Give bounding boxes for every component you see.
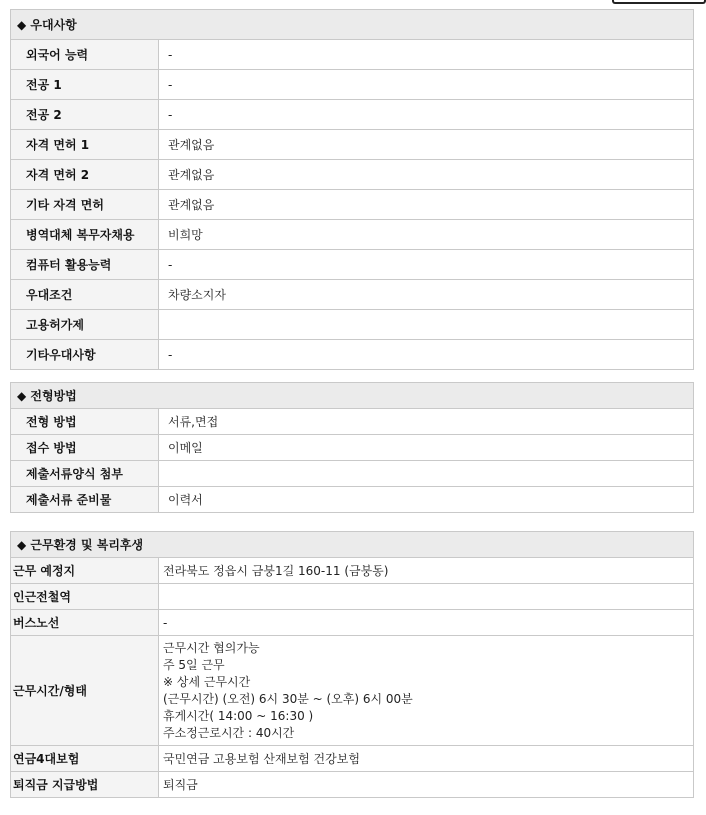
table-row — [11, 435, 694, 461]
row-label: 접수 방법 — [11, 435, 159, 461]
table-row — [11, 340, 694, 370]
benefits-header: ◆ 우대사항 — [11, 10, 694, 40]
row-value: - — [159, 40, 694, 70]
row-value — [159, 461, 694, 487]
table-row — [11, 70, 694, 100]
insurance-label: 연금4대보험 — [11, 746, 159, 772]
location-label: 근무 예정지 — [11, 558, 159, 584]
insurance-value: 국민연금 고용보험 산재보험 건강보험 — [159, 746, 694, 772]
bus-value: - — [159, 610, 694, 636]
row-value: - — [159, 100, 694, 130]
row-value: 관계없음 — [159, 130, 694, 160]
row-value: 서류,면접 — [159, 409, 694, 435]
row-label: 기타 자격 면허 — [11, 190, 159, 220]
hours-line: (근무시간) (오전) 6시 30분 ~ (오후) 6시 00분 — [163, 691, 413, 706]
table-row — [11, 772, 694, 798]
table-row — [11, 220, 694, 250]
table-row — [11, 310, 694, 340]
row-value: - — [159, 250, 694, 280]
table-row — [11, 160, 694, 190]
severance-label: 퇴직금 지급방법 — [11, 772, 159, 798]
row-label: 우대조건 — [11, 280, 159, 310]
environment-table — [10, 531, 694, 798]
hours-line: ※ 상세 근무시간 — [163, 674, 251, 689]
bus-label: 버스노선 — [11, 610, 159, 636]
table-row — [11, 409, 694, 435]
selection-table — [10, 382, 694, 513]
row-value — [159, 310, 694, 340]
row-label: 고용허가제 — [11, 310, 159, 340]
hours-line: 주 5일 근무 — [163, 657, 225, 672]
row-value: 비희망 — [159, 220, 694, 250]
hours-line: 주소정근로시간 : 40시간 — [163, 725, 295, 740]
row-label: 병역대체 복무자채용 — [11, 220, 159, 250]
row-label: 자격 면허 2 — [11, 160, 159, 190]
table-row — [11, 610, 694, 636]
hours-label: 근무시간/형태 — [11, 636, 159, 746]
table-row — [11, 250, 694, 280]
table-row — [11, 130, 694, 160]
row-label: 전공 2 — [11, 100, 159, 130]
row-label: 기타우대사항 — [11, 340, 159, 370]
row-label: 외국어 능력 — [11, 40, 159, 70]
row-value: - — [159, 340, 694, 370]
hours-value — [159, 636, 694, 746]
table-row — [11, 40, 694, 70]
severance-value: 퇴직금 — [159, 772, 694, 798]
hours-line: 근무시간 협의가능 — [163, 640, 260, 655]
row-label: 전형 방법 — [11, 409, 159, 435]
row-value: 차량소지자 — [159, 280, 694, 310]
row-value: 이력서 — [159, 487, 694, 513]
selection-header: ◆ 전형방법 — [11, 383, 694, 409]
top-tab-edge — [612, 0, 706, 4]
row-value: - — [159, 70, 694, 100]
row-label: 전공 1 — [11, 70, 159, 100]
table-row — [11, 584, 694, 610]
location-value: 전라북도 정읍시 금붕1길 160-11 (금붕동) — [159, 558, 694, 584]
row-value: 이메일 — [159, 435, 694, 461]
row-label: 제출서류 준비물 — [11, 487, 159, 513]
environment-header: ◆ 근무환경 및 복리후생 — [11, 532, 694, 558]
station-value — [159, 584, 694, 610]
table-row — [11, 100, 694, 130]
row-label: 컴퓨터 활용능력 — [11, 250, 159, 280]
table-row — [11, 461, 694, 487]
row-label: 제출서류양식 첨부 — [11, 461, 159, 487]
table-row — [11, 636, 694, 746]
table-row — [11, 487, 694, 513]
station-label: 인근전철역 — [11, 584, 159, 610]
table-row — [11, 746, 694, 772]
row-value: 관계없음 — [159, 190, 694, 220]
table-row — [11, 558, 694, 584]
table-row — [11, 190, 694, 220]
table-row — [11, 280, 694, 310]
hours-line: 휴게시간( 14:00 ~ 16:30 ) — [163, 708, 314, 723]
row-value: 관계없음 — [159, 160, 694, 190]
benefits-table — [10, 9, 694, 370]
row-label: 자격 면허 1 — [11, 130, 159, 160]
